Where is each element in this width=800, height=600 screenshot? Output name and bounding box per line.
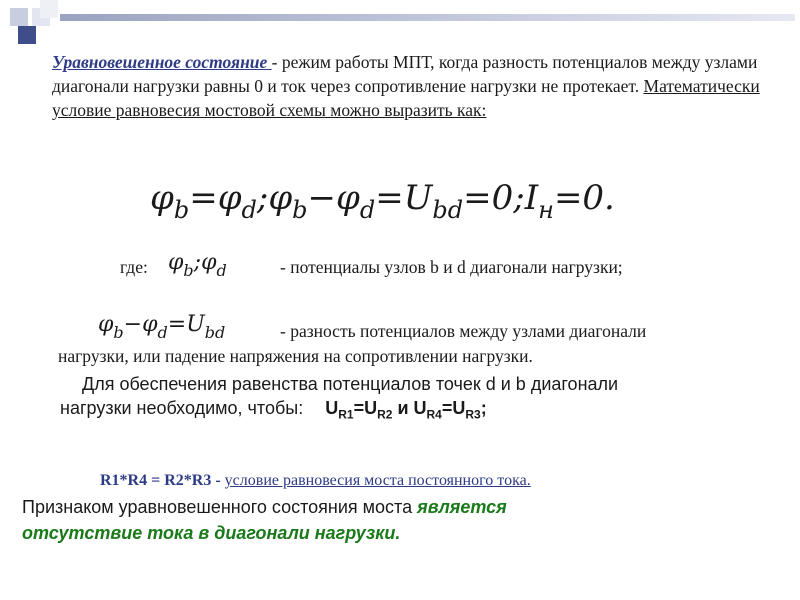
cond-part: ;	[480, 398, 487, 418]
cond-part: U	[413, 398, 427, 418]
eq-symbol: −	[123, 312, 143, 337]
eq-symbol: φ	[150, 178, 174, 218]
cond-part: U	[364, 398, 378, 418]
cond-part: =	[353, 398, 365, 418]
voltage-condition	[325, 398, 487, 422]
eq-symbol: ;	[256, 178, 269, 218]
sign-highlight: является	[417, 497, 507, 517]
difference-description-cont: нагрузки, или падение напряжения на сопротивлении нагрузки.	[58, 346, 533, 366]
eq-symbol: I	[524, 178, 539, 218]
potentials-description: - потенциалы узлов b и d диагонали нагрузки;	[280, 257, 623, 277]
intro-paragraph	[52, 50, 770, 122]
balance-formula: R1*R4 = R2*R3 -	[100, 472, 225, 489]
potentials-equation	[168, 250, 227, 280]
eq-subscript: d	[216, 261, 227, 280]
eq-symbol: φ	[217, 178, 242, 218]
where-label: где:	[120, 257, 148, 277]
equality-line-2	[60, 398, 487, 422]
eq-subscript: d	[359, 196, 376, 224]
eq-subscript: b	[183, 261, 194, 280]
eq-symbol: =0.	[553, 178, 615, 218]
eq-symbol: φ	[168, 250, 184, 275]
difference-equation	[98, 312, 225, 342]
eq-subscript: d	[241, 196, 257, 224]
decor-square	[18, 26, 36, 44]
cond-subscript: R3	[465, 407, 481, 422]
eq-symbol: =	[375, 178, 404, 218]
main-equation	[150, 178, 615, 224]
decor-square	[10, 8, 28, 26]
eq-symbol: −	[307, 178, 337, 218]
cond-part: и	[392, 398, 414, 418]
cond-subscript: R4	[426, 407, 442, 422]
eq-subscript: b	[113, 323, 124, 342]
eq-symbol: =	[189, 178, 218, 218]
eq-symbol: =	[167, 312, 187, 337]
eq-subscript: bd	[204, 323, 226, 342]
eq-subscript: н	[538, 196, 554, 224]
equality-line-1: Для обеспечения равенства потенциалов точек d и b диагонали	[82, 374, 619, 394]
intro-underlined: Математически условие равновесия мостовой схемы можно выразить как:	[52, 76, 760, 120]
sign-line-2: отсутствие тока в диагонали нагрузки.	[22, 523, 401, 543]
balance-text: условие равновесия моста постоянного тока.	[224, 472, 531, 489]
cond-part: U	[325, 398, 339, 418]
eq-subscript: d	[157, 323, 168, 342]
eq-symbol: =0;	[463, 178, 525, 218]
sign-line-1	[22, 497, 507, 518]
eq-symbol: U	[403, 178, 433, 218]
header-bar	[60, 14, 795, 21]
sign-text: Признаком уравновешенного состояния моста	[22, 497, 418, 517]
eq-subscript: b	[173, 196, 190, 224]
cond-part: =	[441, 398, 453, 418]
term-balanced-state: Уравновешенное состояние	[52, 52, 272, 72]
eq-symbol: φ	[268, 178, 293, 218]
balance-condition	[100, 472, 531, 490]
eq-subscript: b	[292, 196, 308, 224]
equality-text: нагрузки необходимо, чтобы:	[60, 398, 304, 418]
eq-symbol: ;	[193, 250, 202, 275]
difference-description: - разность потенциалов между узлами диагонали	[280, 321, 647, 341]
eq-symbol: φ	[142, 312, 158, 337]
intro-text: - режим работы МПТ, когда разность потенциалов между узлами диагонали нагрузки равны 0 и ток через сопротивление нагрузки не протекает.	[52, 52, 758, 96]
cond-subscript: R2	[377, 407, 393, 422]
eq-symbol: φ	[336, 178, 360, 218]
eq-symbol: φ	[201, 250, 217, 275]
cond-part: U	[452, 398, 466, 418]
eq-symbol: φ	[98, 312, 114, 337]
eq-symbol: U	[186, 312, 205, 337]
decor-square	[40, 0, 58, 18]
eq-subscript: bd	[432, 196, 464, 224]
cond-subscript: R1	[338, 407, 354, 422]
